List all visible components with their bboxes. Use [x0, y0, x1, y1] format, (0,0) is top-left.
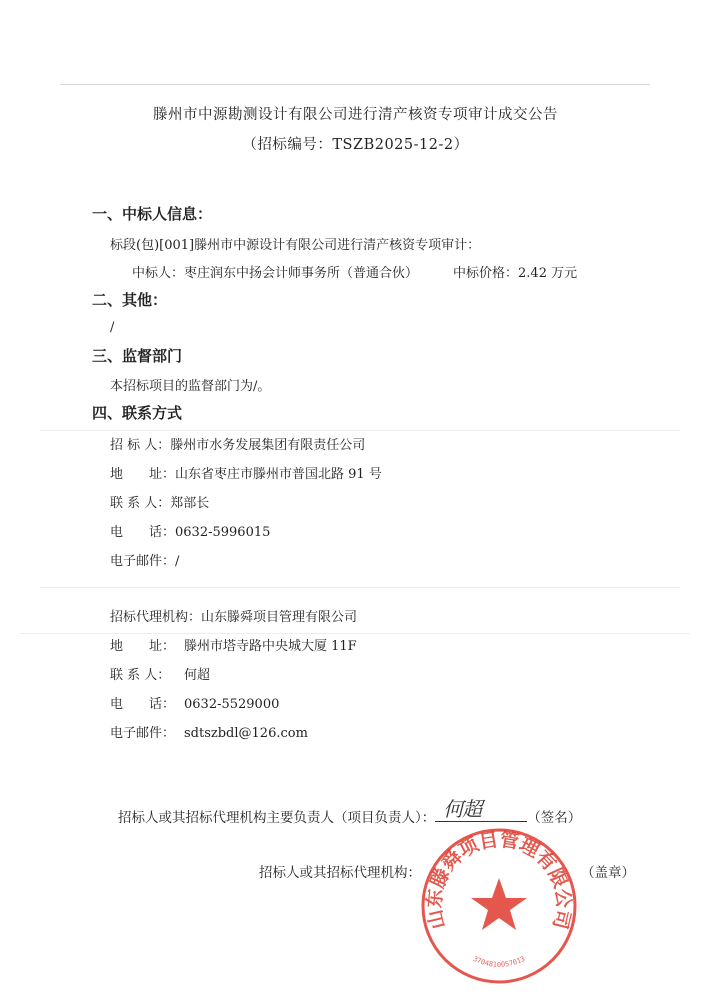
agency-address-label: 地 址： [110, 639, 176, 654]
tenderer-address-label: 地 址： [110, 467, 176, 482]
tenderer-label: 招 标 人： [110, 438, 171, 453]
agency-value: 山东滕舜项目管理有限公司 [201, 610, 358, 625]
tenderer-phone-label: 电 话： [110, 525, 176, 540]
svg-text:山东滕舜项目管理有限公司: 山东滕舜项目管理有限公司 [423, 828, 575, 932]
price-row [453, 262, 577, 281]
tenderer-contact-row [110, 492, 209, 511]
signature-suffix: （签名） [527, 810, 582, 826]
agency-address-row [110, 635, 357, 654]
lot-description: 标段(包)[001]滕州市中源设计有限公司进行清产核资专项审计： [110, 238, 481, 253]
tenderer-address-row [110, 463, 382, 482]
tenderer-contact-value: 郑部长 [170, 496, 210, 511]
winner-label: 中标人： [132, 266, 185, 281]
tenderer-phone-row [110, 521, 270, 540]
agency-contact-row [110, 664, 210, 683]
section-contact-heading: 四、联系方式 [92, 404, 183, 422]
agency-phone-row [110, 693, 279, 712]
agency-row [110, 606, 357, 625]
price-label: 中标价格： [453, 266, 519, 281]
stamp-suffix: （盖章） [581, 865, 635, 881]
agency-email-value: sdtszbdl@126.com [184, 726, 308, 741]
handwritten-signature: 何超 [443, 797, 482, 821]
agency-email-label: 电子邮件： [110, 726, 176, 741]
other-content: / [110, 320, 115, 335]
agency-label: 招标代理机构： [110, 610, 202, 625]
section-supervision-heading: 三、监督部门 [92, 347, 183, 365]
stamp-label: 招标人或其招标代理机构： [259, 865, 421, 881]
section-other-heading: 二、其他： [92, 291, 168, 309]
signature-label: 招标人或其招标代理机构主要负责人（项目负责人）： [118, 810, 436, 826]
price-value: 2.42 万元 [518, 266, 578, 281]
agency-contact-value: 何超 [184, 668, 211, 683]
agency-address-value: 滕州市塔寺路中央城大厦 11F [184, 639, 357, 654]
tenderer-value: 滕州市水务发展集团有限责任公司 [170, 438, 366, 453]
tenderer-phone-value: 0632-5996015 [175, 525, 271, 540]
tenderer-email-label: 电子邮件： [110, 554, 176, 569]
tenderer-row [110, 434, 365, 453]
agency-phone-value: 0632-5529000 [184, 697, 280, 712]
section-winner-heading: 一、中标人信息： [92, 205, 213, 223]
winner-row [132, 262, 418, 281]
tenderer-address-value: 山东省枣庄市滕州市普国北路 91 号 [175, 467, 382, 482]
signature-line [118, 797, 582, 826]
agency-phone-label: 电 话： [110, 697, 176, 712]
agency-contact-label: 联 系 人： [110, 668, 171, 683]
supervision-content: 本招标项目的监督部门为/。 [110, 379, 271, 394]
tender-number: （招标编号：TSZB2025-12-2） [242, 137, 469, 153]
tenderer-contact-label: 联 系 人： [110, 496, 171, 511]
winner-value: 枣庄润东中扬会计师事务所（普通合伙） [184, 266, 419, 281]
seal-star-icon [471, 878, 527, 930]
tenderer-email-value: / [175, 554, 180, 569]
agency-email-row [110, 722, 308, 741]
svg-text:3704810057013: 3704810057013 [471, 954, 527, 969]
tenderer-email-row [110, 550, 179, 569]
signature-field [435, 797, 527, 822]
official-seal-icon [419, 826, 579, 986]
document-title: 滕州市中源勘测设计有限公司进行清产核资专项审计成交公告 [153, 107, 558, 123]
